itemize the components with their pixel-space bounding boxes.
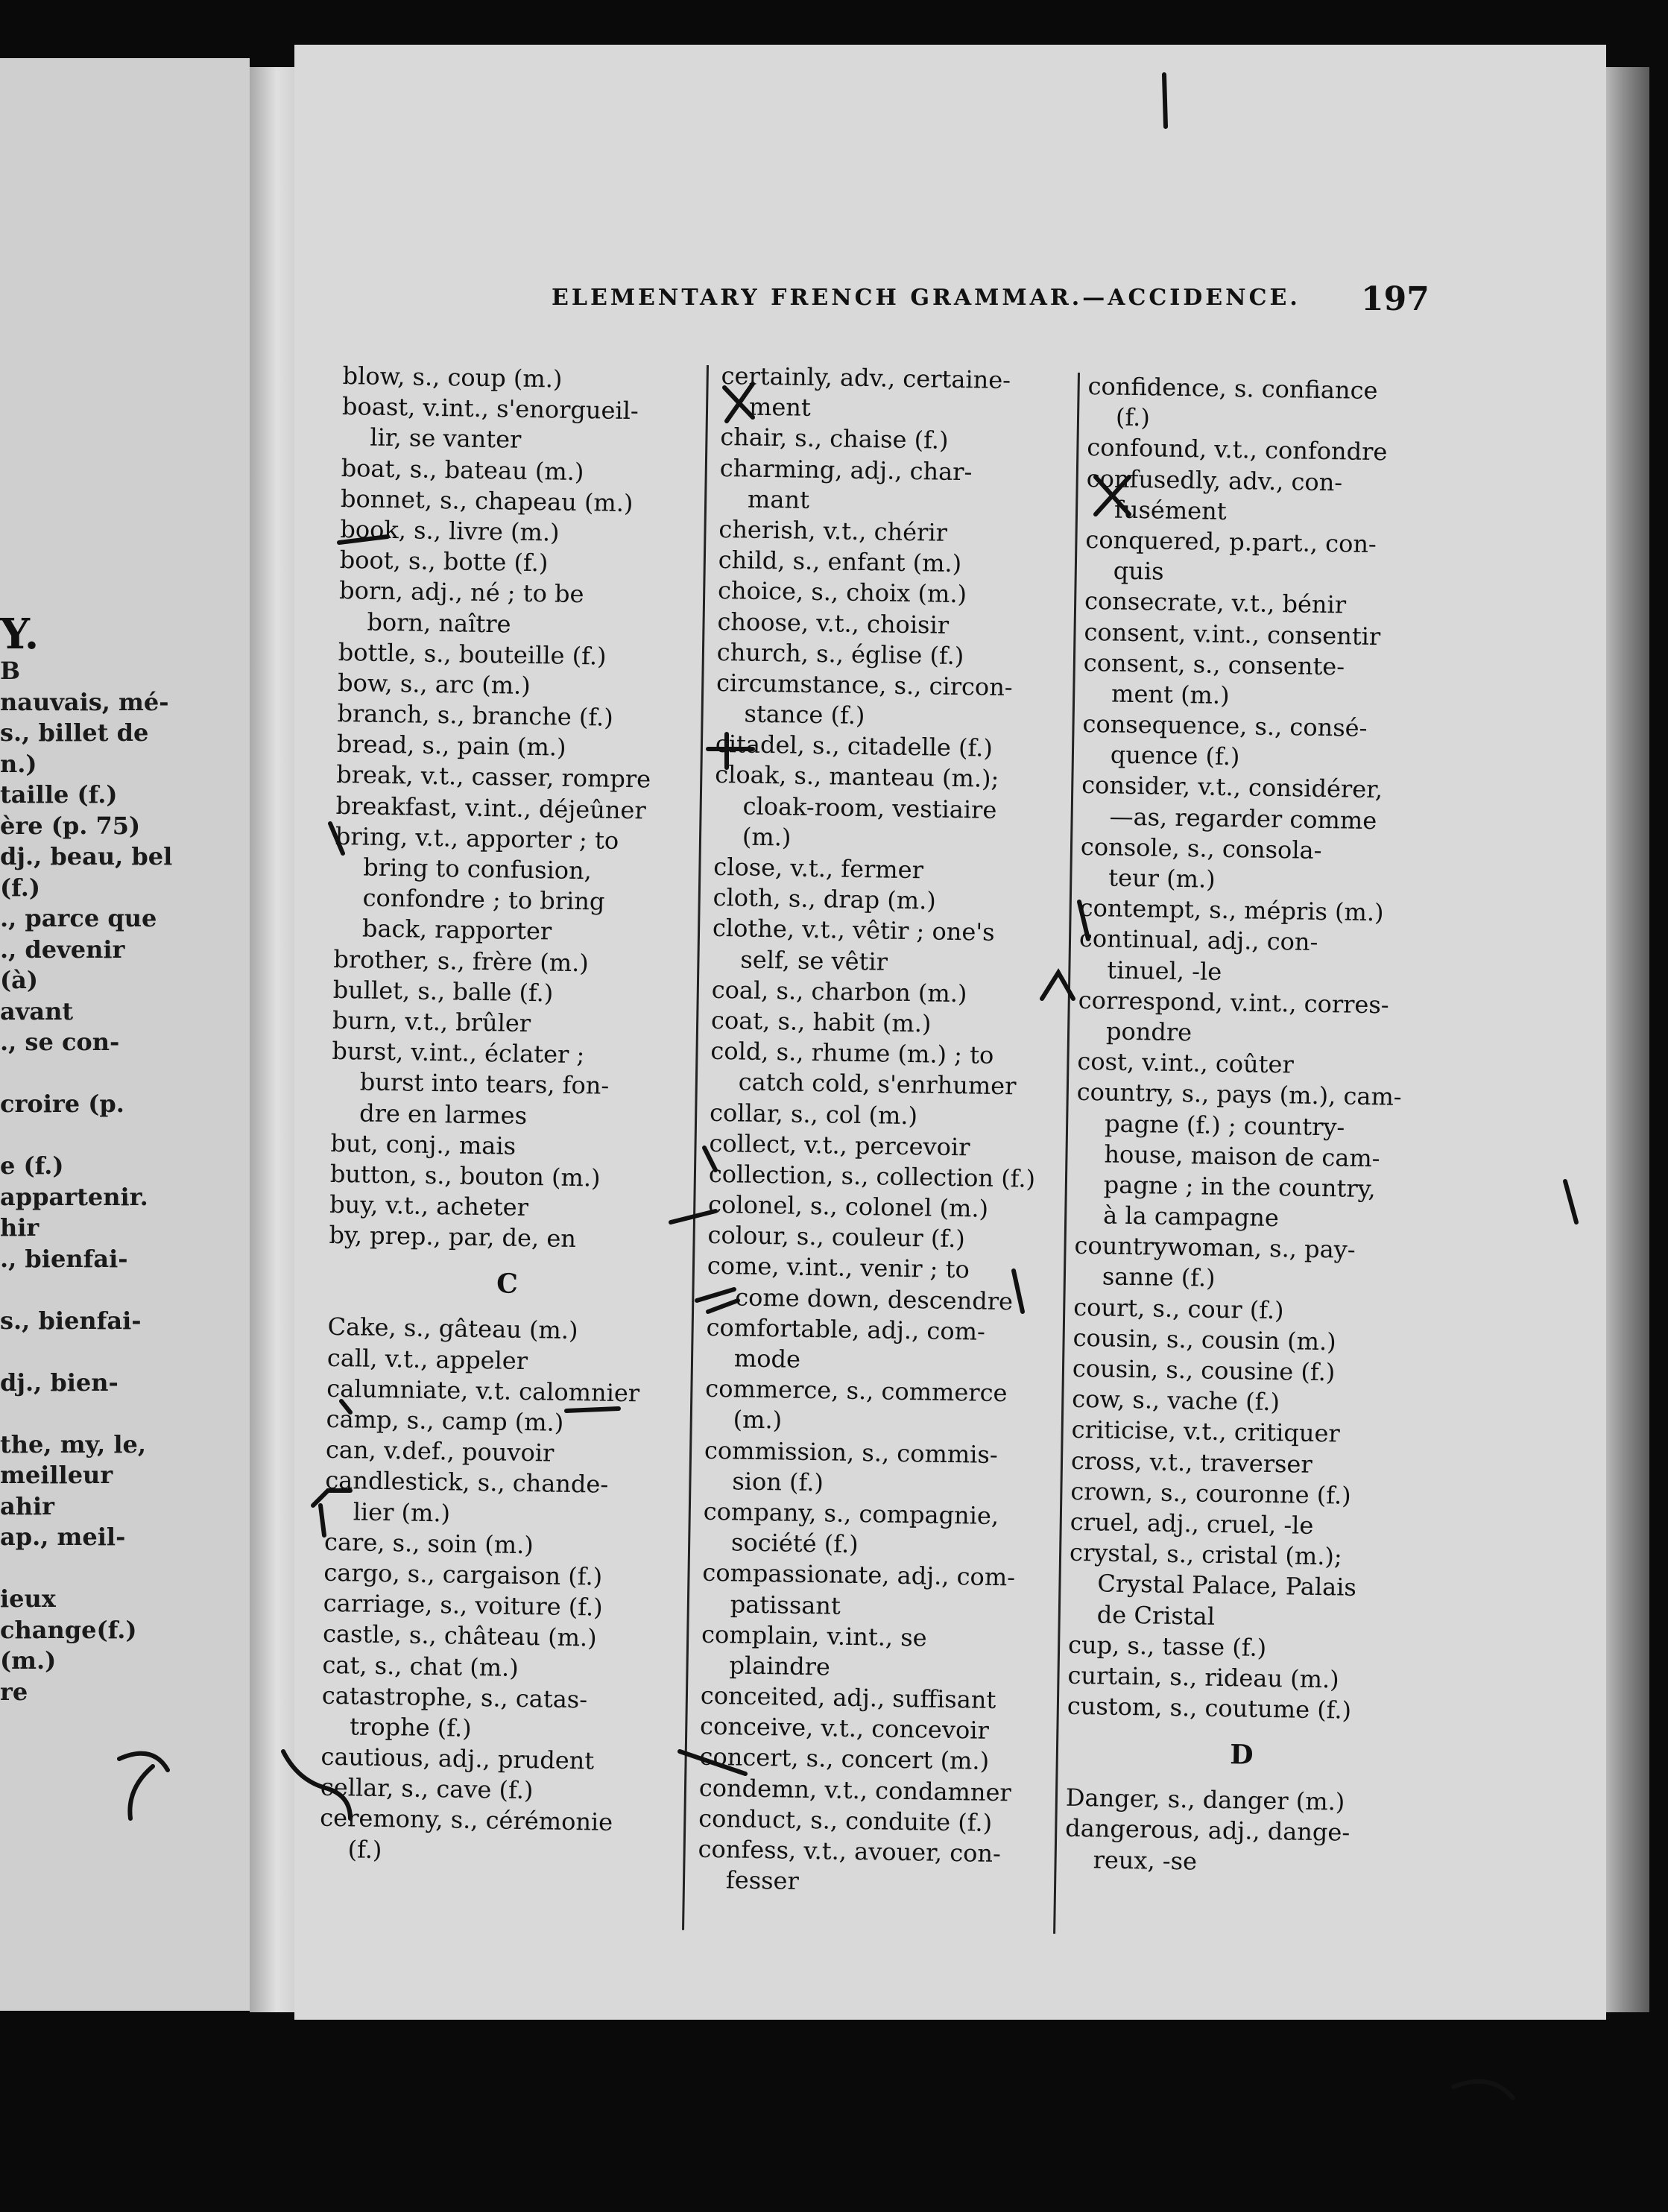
vocabulary-entry-line: lir, se vanter	[370, 423, 522, 455]
vocabulary-entry-line: consider, v.t., considérer,	[1081, 771, 1383, 804]
vocabulary-entry-line: pagne ; in the country,	[1103, 1170, 1376, 1204]
page-number: 197	[1361, 280, 1430, 318]
vocabulary-entry-line: but, conj., mais	[330, 1128, 516, 1160]
vocabulary-entry-line: circumstance, s., circon-	[715, 668, 1013, 702]
vocabulary-entry-line: —as, regarder comme	[1109, 802, 1377, 835]
vocabulary-entry-line: cousin, s., cousin (m.)	[1072, 1323, 1336, 1356]
vocabulary-entry-line: contempt, s., mépris (m.)	[1079, 894, 1384, 927]
vocabulary-entry-line: colour, s., couleur (f.)	[707, 1221, 966, 1254]
vocabulary-entry-line: correspond, v.int., corres-	[1078, 985, 1389, 1020]
vocabulary-entry-line: boot, s., botte (f.)	[339, 546, 549, 578]
vocabulary-entry-line: brother, s., frère (m.)	[333, 944, 590, 977]
left-page-line: s., bienfai-	[0, 1306, 142, 1335]
vocabulary-entry-line: country, s., pays (m.), cam-	[1076, 1078, 1402, 1112]
vocabulary-entry-line: confusedly, adv., con-	[1086, 464, 1343, 496]
vocabulary-entry-line: (f.)	[1115, 402, 1151, 432]
left-page-line: re	[0, 1677, 28, 1706]
vocabulary-entry-line: countrywoman, s., pay-	[1074, 1231, 1356, 1265]
page-edge	[1606, 67, 1649, 2012]
left-page-line	[0, 594, 246, 625]
left-page-line: meilleur	[0, 1461, 113, 1489]
vocabulary-entry-line: quis	[1113, 556, 1164, 586]
left-page-line	[0, 1553, 246, 1584]
vocabulary-entry-line: burn, v.t., brûler	[332, 1005, 531, 1038]
vocabulary-entry-line: breakfast, v.int., déjeûner	[335, 791, 647, 825]
vocabulary-entry-line: break, v.t., casser, rompre	[335, 760, 651, 794]
vocabulary-entry-line: come, v.int., venir ; to	[707, 1251, 970, 1284]
vocabulary-entry-line: bow, s., arc (m.)	[337, 668, 531, 700]
left-page-line: s., billet de	[0, 718, 149, 747]
vocabulary-entry-line: coat, s., habit (m.)	[710, 1005, 932, 1038]
vocabulary-entry-line: curtain, s., rideau (m.)	[1067, 1660, 1339, 1694]
vocabulary-entry-line: book, s., livre (m.)	[340, 514, 560, 547]
vocabulary-entry-line: castle, s., château (m.)	[322, 1619, 597, 1652]
vocabulary-entry-line: cautious, adj., prudent	[320, 1742, 595, 1775]
vocabulary-entry-line: custom, s., coutume (f.)	[1067, 1691, 1352, 1725]
vocabulary-entry-line: mode	[733, 1344, 801, 1374]
vocabulary-entry-line: complain, v.int., se	[701, 1619, 927, 1652]
vocabulary-entry-line: mant	[747, 484, 810, 514]
left-page-line	[0, 1274, 246, 1306]
left-page-line: (à)	[0, 966, 39, 994]
vocabulary-entry-line: confound, v.t., confondre	[1087, 433, 1388, 467]
vocabulary-entry-line: tinuel, -le	[1107, 955, 1222, 986]
left-page-line: ahir	[0, 1491, 55, 1520]
vocabulary-entry-line: Crystal Palace, Palais	[1097, 1569, 1357, 1602]
vocabulary-entry-line: blow, s., coup (m.)	[342, 361, 563, 394]
vocabulary-entry-line: fusément	[1113, 495, 1227, 525]
vocabulary-entry-line: button, s., bouton (m.)	[329, 1159, 601, 1192]
vocabulary-entry-line: comfortable, adj., com-	[706, 1312, 986, 1346]
vocabulary-entry-line: by, prep., par, de, en	[329, 1221, 577, 1254]
vocabulary-entry-line: cup, s., tasse (f.)	[1067, 1630, 1267, 1662]
left-page-line: ., se con-	[0, 1028, 120, 1056]
vocabulary-entry-line: close, v.t., fermer	[713, 852, 924, 885]
vocabulary-entry-line: church, s., église (f.)	[716, 637, 964, 670]
vocabulary-entry-line: company, s., compagnie,	[703, 1497, 999, 1530]
vocabulary-entry-line: consent, s., consente-	[1083, 648, 1345, 681]
vocabulary-entry-line: reux, -se	[1093, 1845, 1198, 1876]
vocabulary-entry-line: bonnet, s., chapeau (m.)	[340, 484, 634, 517]
vocabulary-entry-line: Danger, s., danger (m.)	[1065, 1783, 1345, 1816]
vocabulary-entry-line: Cake, s., gâteau (m.)	[327, 1312, 578, 1345]
vocabulary-entry-line: de Cristal	[1096, 1599, 1216, 1631]
left-page-line	[0, 440, 246, 471]
left-page-line: dj., beau, bel	[0, 842, 173, 870]
vocabulary-entry-line: coal, s., charbon (m.)	[711, 975, 967, 1008]
vocabulary-entry-line: fesser	[725, 1865, 800, 1896]
vocabulary-entry-line: plaindre	[729, 1651, 831, 1681]
vocabulary-entry-line: care, s., soin (m.)	[323, 1527, 534, 1559]
vocabulary-entry-line: bring to confusion,	[363, 853, 593, 885]
vocabulary-entry-line: house, maison de cam-	[1104, 1140, 1380, 1172]
vocabulary-entry-line: clothe, v.t., vêtir ; one's	[712, 914, 995, 947]
left-page-line: hir	[0, 1213, 40, 1242]
left-page-line: the, my, le,	[0, 1429, 147, 1459]
book-gutter	[250, 67, 294, 2012]
left-page-line: (f.)	[0, 873, 41, 902]
vocabulary-entry-line: compassionate, adj., com-	[702, 1558, 1016, 1592]
vocabulary-entry-line: carriage, s., voiture (f.)	[323, 1588, 603, 1622]
vocabulary-entry-line: (m.)	[742, 822, 792, 852]
vocabulary-entry-line: boast, v.int., s'enorgueil-	[341, 392, 639, 426]
vocabulary-entry-line: buy, v.t., acheter	[329, 1189, 529, 1222]
vocabulary-entry-line: patissant	[730, 1589, 841, 1620]
left-page-line: taille (f.)	[0, 780, 118, 809]
vocabulary-entry-line: child, s., enfant (m.)	[718, 546, 962, 578]
vocabulary-entry-line: ceremony, s., cérémonie	[319, 1804, 613, 1837]
vocabulary-entry-line: catastrophe, s., catas-	[321, 1681, 588, 1714]
vocabulary-entry-line: ment	[748, 392, 812, 423]
left-page-line: n.)	[0, 749, 37, 778]
vocabulary-entry-line: bullet, s., balle (f.)	[332, 975, 554, 1008]
vocabulary-entry-line: cargo, s., cargaison (f.)	[323, 1558, 603, 1591]
vocabulary-entry-line: société (f.)	[730, 1528, 859, 1559]
left-page-line: ., bienfai-	[0, 1244, 128, 1273]
vocabulary-entry-line: continual, adj., con-	[1078, 924, 1318, 957]
vocabulary-entry-line: cross, v.t., traverser	[1070, 1446, 1313, 1479]
left-page-line: B	[0, 657, 21, 685]
left-page-line: dj., bien-	[0, 1368, 119, 1397]
left-page-line	[0, 1120, 246, 1151]
vocabulary-entry-line: certainly, adv., certaine-	[721, 361, 1011, 395]
vocabulary-entry-line: commerce, s., commerce	[705, 1374, 1008, 1408]
vocabulary-entry-line: candlestick, s., chande-	[325, 1466, 609, 1500]
vocabulary-entry-line: back, rapporter	[361, 914, 552, 946]
vocabulary-entry-line: come down, descendre	[734, 1283, 1014, 1315]
vocabulary-entry-line: cloak, s., manteau (m.);	[714, 760, 999, 794]
vocabulary-entry-line: burst into tears, fon-	[359, 1067, 610, 1101]
vocabulary-entry-line: criticise, v.t., critiquer	[1071, 1415, 1341, 1448]
vocabulary-entry-line: quence (f.)	[1110, 740, 1240, 771]
vocabulary-entry-line: stance (f.)	[744, 699, 865, 730]
vocabulary-entry-line: consequence, s., consé-	[1082, 710, 1368, 743]
vocabulary-entry-line: bring, v.t., apporter ; to	[335, 821, 619, 855]
left-page-line: ieux	[0, 1584, 56, 1613]
vocabulary-entry-line: collect, v.t., percevoir	[709, 1128, 970, 1162]
vocabulary-entry-line: call, v.t., appeler	[326, 1343, 528, 1375]
vocabulary-entry-line: cost, v.int., coûter	[1077, 1047, 1295, 1079]
vocabulary-entry-line: colonel, s., colonel (m.)	[707, 1189, 989, 1223]
vocabulary-entry-line: consent, v.int., consentir	[1084, 617, 1381, 651]
section-letter: D	[1229, 1739, 1254, 1771]
vocabulary-entry-line: ment (m.)	[1111, 679, 1230, 710]
left-page-line: (m.)	[0, 1646, 57, 1675]
vocabulary-entry-line: confidence, s. confiance	[1087, 371, 1378, 405]
vocabulary-entry-line: confondre ; to bring	[362, 883, 605, 916]
vocabulary-entry-line: choice, s., choix (m.)	[717, 576, 967, 609]
vocabulary-entry-line: cat, s., chat (m.)	[322, 1650, 519, 1682]
vocabulary-entry-line: cold, s., rhume (m.) ; to	[710, 1037, 994, 1069]
left-page-line	[0, 1058, 246, 1090]
vocabulary-entry-line: condemn, v.t., condamner	[698, 1773, 1012, 1807]
pen-mark-bottom-right	[1453, 2082, 1513, 2098]
vocabulary-entry-line: cherish, v.t., chérir	[718, 514, 948, 547]
vocabulary-entry-line: citadel, s., citadelle (f.)	[715, 730, 993, 763]
vocabulary-entry-line: (f.)	[347, 1834, 382, 1864]
vocabulary-entry-line: court, s., cour (f.)	[1072, 1292, 1284, 1324]
vocabulary-entry-line: burst, v.int., éclater ;	[332, 1037, 585, 1069]
left-page-line: ap., meil-	[0, 1523, 126, 1551]
vocabulary-entry-line: conceited, adj., suffisant	[700, 1681, 996, 1715]
vocabulary-entry-line: bottle, s., bouteille (f.)	[338, 637, 607, 671]
left-page-line: avant	[0, 996, 74, 1026]
vocabulary-column-3	[1064, 371, 1438, 1880]
vocabulary-entry-line: trophe (f.)	[349, 1712, 472, 1742]
left-page-line: ., devenir	[0, 935, 125, 964]
vocabulary-entry-line: choose, v.t., choisir	[717, 607, 950, 639]
left-page-line: nauvais, mé-	[0, 687, 169, 716]
left-page-line	[0, 1336, 246, 1368]
vocabulary-entry-line: dre en larmes	[358, 1098, 528, 1130]
vocabulary-column-2	[698, 361, 1064, 1900]
left-page-line: e (f.)	[0, 1151, 64, 1180]
vocabulary-entry-line: commission, s., commis-	[704, 1435, 998, 1469]
vocabulary-column-1	[319, 361, 701, 1870]
vocabulary-entry-line: cruel, adj., cruel, -le	[1070, 1507, 1314, 1540]
vocabulary-entry-line: dangerous, adj., dange-	[1064, 1814, 1350, 1848]
left-page-line: ère (p. 75)	[0, 811, 141, 840]
vocabulary-entry-line: charming, adj., char-	[719, 453, 973, 486]
left-page	[0, 58, 250, 2011]
vocabulary-entry-line: concert, s., concert (m.)	[699, 1742, 990, 1776]
vocabulary-entry-line: self, se vêtir	[740, 945, 888, 976]
vocabulary-entry-line: born, naître	[367, 607, 511, 639]
vocabulary-entry-line: crystal, s., cristal (m.);	[1069, 1538, 1343, 1571]
vocabulary-entry-line: camp, s., camp (m.)	[326, 1404, 564, 1437]
vocabulary-entry-line: teur (m.)	[1108, 863, 1216, 894]
vocabulary-entry-line: branch, s., branche (f.)	[337, 699, 614, 732]
vocabulary-entry-line: bread, s., pain (m.)	[336, 730, 566, 762]
vocabulary-entry-line: à la campagne	[1102, 1201, 1280, 1233]
vocabulary-entry-line: console, s., consola-	[1080, 832, 1322, 865]
left-page-line	[0, 625, 246, 657]
left-page-line	[0, 470, 246, 502]
vocabulary-entry-line: chair, s., chaise (f.)	[720, 423, 949, 455]
vocabulary-entry-line: collection, s., collection (f.)	[708, 1159, 1036, 1193]
vocabulary-entry-line: pagne (f.) ; country-	[1104, 1108, 1345, 1142]
vocabulary-entry-line: can, v.def., pouvoir	[325, 1435, 555, 1467]
left-page-line	[0, 532, 246, 563]
vocabulary-entry-line: conquered, p.part., con-	[1085, 525, 1377, 559]
vocabulary-entry-line: boat, s., bateau (m.)	[341, 453, 584, 486]
vocabulary-entry-line: lier (m.)	[353, 1497, 451, 1528]
vocabulary-entry-line: (m.)	[733, 1405, 783, 1435]
left-page-line	[0, 1398, 246, 1429]
vocabulary-entry-line: confess, v.t., avouer, con-	[698, 1834, 1002, 1868]
vocabulary-entry-line: cloth, s., drap (m.)	[713, 883, 937, 915]
left-page-line	[0, 563, 246, 595]
left-page-line: croire (p.	[0, 1090, 124, 1118]
vocabulary-entry-line: cousin, s., cousine (f.)	[1072, 1353, 1336, 1387]
vocabulary-entry-line: conceive, v.t., concevoir	[699, 1712, 990, 1745]
vocabulary-entry-line: conduct, s., conduite (f.)	[698, 1804, 993, 1837]
vocabulary-entry-line: sanne (f.)	[1102, 1262, 1216, 1293]
section-letter: C	[496, 1268, 519, 1301]
left-page-line	[0, 502, 246, 533]
vocabulary-entry-line: sion (f.)	[732, 1467, 824, 1497]
vocabulary-entry-line: crown, s., couronne (f.)	[1070, 1476, 1351, 1510]
left-page-line: appartenir.	[0, 1182, 148, 1211]
left-page-text	[0, 408, 246, 1707]
running-head: ELEMENTARY FRENCH GRAMMAR.—ACCIDENCE.	[552, 285, 1301, 311]
vocabulary-entry-line: cloak-room, vestiaire	[742, 791, 997, 824]
left-page-heading: Y.	[0, 610, 40, 659]
vocabulary-entry-line: consecrate, v.t., bénir	[1084, 587, 1347, 619]
left-page-line	[0, 408, 246, 440]
vocabulary-entry-line: collar, s., col (m.)	[709, 1098, 918, 1130]
vocabulary-entry-line: catch cold, s'enrhumer	[738, 1067, 1017, 1101]
vocabulary-entry-line: calumniate, v.t. calomnier	[326, 1374, 640, 1408]
vocabulary-entry-line: born, adj., né ; to be	[338, 576, 584, 609]
vocabulary-entry-line: cellar, s., cave (f.)	[320, 1773, 534, 1805]
vocabulary-entry-line: pondre	[1105, 1017, 1192, 1047]
vocabulary-entry-line: cow, s., vache (f.)	[1072, 1385, 1280, 1417]
left-page-line: ., parce que	[0, 904, 157, 932]
left-page-line: change(f.)	[0, 1615, 137, 1644]
